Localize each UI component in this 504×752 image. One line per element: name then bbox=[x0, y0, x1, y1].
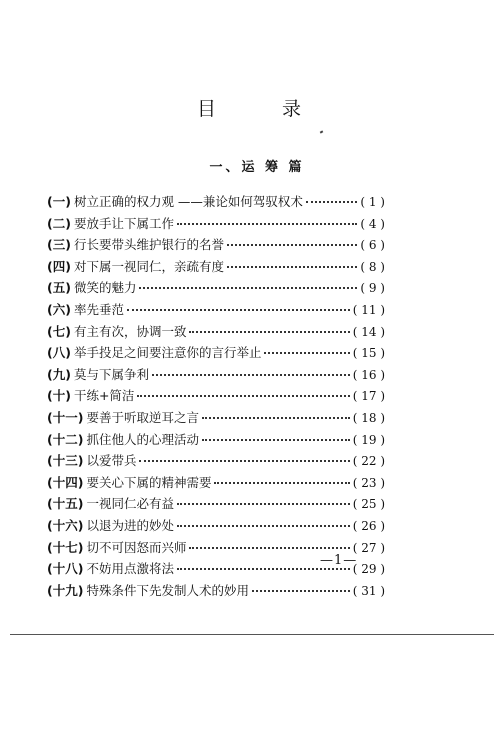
toc-entry-number: (九) bbox=[47, 366, 71, 382]
toc-entry-number: (七) bbox=[47, 323, 71, 339]
toc-dot-leader bbox=[306, 200, 357, 203]
toc-dot-leader bbox=[252, 589, 350, 592]
toc-entry-title: 莫与下属争利 bbox=[73, 366, 149, 382]
toc-entry-number: (十一) bbox=[47, 409, 84, 425]
toc-entry-page: ( 23 ) bbox=[352, 475, 385, 490]
toc-entry-page: ( 26 ) bbox=[352, 518, 385, 533]
toc-entry bbox=[47, 234, 385, 256]
toc-entry-page: ( 17 ) bbox=[352, 389, 385, 404]
section-heading: 一、运 筹 篇 bbox=[209, 160, 305, 175]
toc-entry-page: ( 27 ) bbox=[352, 540, 385, 555]
toc-dot-leader bbox=[177, 524, 350, 527]
toc-dot-leader bbox=[189, 330, 349, 333]
toc-entry-number: (四) bbox=[47, 258, 71, 274]
toc-entry bbox=[47, 429, 385, 451]
toc-entry-title: 有主有次，协调一致 bbox=[73, 323, 187, 339]
toc-dot-leader bbox=[139, 286, 357, 289]
toc-entry-title: 以退为进的妙处 bbox=[86, 517, 174, 533]
toc-entry-page: ( 25 ) bbox=[352, 497, 385, 512]
toc-entry bbox=[47, 364, 385, 386]
toc-entry-title: 干练+简洁 bbox=[73, 388, 135, 404]
toc-entry-number: (十四) bbox=[47, 474, 84, 490]
toc-entry bbox=[47, 299, 385, 321]
toc-entry-page: ( 19 ) bbox=[352, 432, 385, 447]
toc-entry-page: ( 29 ) bbox=[352, 562, 385, 577]
toc-entry-page: ( 22 ) bbox=[352, 454, 385, 469]
toc-entry-number: (八) bbox=[47, 345, 71, 361]
table-of-contents bbox=[47, 191, 385, 601]
toc-entry-number: (十三) bbox=[47, 453, 84, 469]
toc-entry-title: 行长要带头维护银行的名誉 bbox=[73, 237, 224, 253]
toc-entry-title: 要放手让下属工作 bbox=[73, 215, 174, 231]
toc-entry-page: ( 4 ) bbox=[360, 216, 385, 231]
toc-entry-number: (十五) bbox=[47, 496, 84, 512]
toc-entry-number: (十七) bbox=[47, 539, 84, 555]
toc-entry-number: (十九) bbox=[47, 582, 84, 598]
toc-entry bbox=[47, 450, 385, 472]
toc-entry bbox=[47, 472, 385, 494]
toc-dot-leader bbox=[177, 222, 357, 225]
toc-entry-page: ( 11 ) bbox=[352, 302, 385, 317]
toc-entry-page: ( 8 ) bbox=[360, 259, 385, 274]
toc-dot-leader bbox=[189, 546, 349, 549]
toc-entry bbox=[47, 407, 385, 429]
toc-entry bbox=[47, 191, 385, 213]
toc-dot-leader bbox=[214, 481, 349, 484]
toc-entry-number: (二) bbox=[47, 215, 71, 231]
toc-dot-leader bbox=[127, 308, 350, 311]
toc-dot-leader bbox=[227, 243, 357, 246]
toc-dot-leader bbox=[202, 438, 350, 441]
toc-entry-page: ( 14 ) bbox=[352, 324, 385, 339]
toc-entry bbox=[47, 493, 385, 515]
toc-entry bbox=[47, 385, 385, 407]
toc-dot-leader bbox=[139, 459, 349, 462]
toc-dot-leader bbox=[137, 394, 349, 397]
page-number: —1— bbox=[320, 553, 358, 568]
page-title: 目 录 bbox=[196, 98, 332, 120]
toc-entry-title: 切不可因怒而兴师 bbox=[86, 539, 187, 555]
toc-entry bbox=[47, 342, 385, 364]
toc-entry-page: ( 1 ) bbox=[360, 195, 385, 209]
toc-entry-title: 以爱带兵 bbox=[86, 453, 137, 469]
toc-entry-page: ( 18 ) bbox=[352, 410, 385, 425]
toc-dot-leader bbox=[264, 351, 349, 354]
toc-entry bbox=[47, 515, 385, 537]
toc-entry-number: (十六) bbox=[47, 517, 84, 533]
toc-entry-title: 举手投足之间要注意你的言行举止 bbox=[73, 345, 262, 361]
toc-dot-leader bbox=[227, 265, 357, 268]
toc-entry-title: 微笑的魅力 bbox=[73, 280, 137, 296]
toc-entry-page: ( 9 ) bbox=[360, 281, 385, 296]
toc-entry bbox=[47, 321, 385, 343]
toc-dot-leader bbox=[202, 416, 350, 419]
toc-entry-number: (三) bbox=[47, 237, 71, 253]
toc-entry-title: 要善于听取逆耳之言 bbox=[86, 409, 199, 425]
toc-entry bbox=[47, 256, 385, 278]
toc-entry-title: 对下属一视同仁，亲疏有度 bbox=[73, 258, 224, 274]
toc-entry bbox=[47, 213, 385, 235]
toc-entry-number: (一) bbox=[47, 194, 71, 209]
toc-entry bbox=[47, 277, 385, 299]
bottom-rule-line bbox=[10, 634, 494, 635]
toc-dot-leader bbox=[177, 502, 350, 505]
toc-entry-number: (五) bbox=[47, 280, 71, 296]
toc-entry bbox=[47, 580, 385, 602]
toc-entry-title: 特殊条件下先发制人术的妙用 bbox=[86, 582, 249, 598]
toc-entry-page: ( 16 ) bbox=[352, 367, 385, 382]
toc-entry-title: 树立正确的权力观 ——兼论如何驾驭权术 bbox=[73, 194, 303, 209]
toc-entry-page: ( 6 ) bbox=[360, 238, 385, 253]
toc-dot-leader bbox=[152, 373, 350, 376]
toc-entry-number: (六) bbox=[47, 301, 71, 317]
toc-entry-title: 要关心下属的精神需要 bbox=[86, 474, 212, 490]
toc-entry-title: 一视同仁必有益 bbox=[86, 496, 174, 512]
toc-entry-page: ( 31 ) bbox=[352, 583, 385, 598]
toc-entry-title: 率先垂范 bbox=[73, 301, 124, 317]
toc-entry-number: (十) bbox=[47, 388, 71, 404]
toc-entry-title: 抓住他人的心理活动 bbox=[86, 431, 199, 447]
toc-entry-number: (十二) bbox=[47, 431, 84, 447]
toc-entry-title: 不妨用点激将法 bbox=[86, 561, 174, 577]
toc-entry-number: (十八) bbox=[47, 561, 84, 577]
scan-speck bbox=[320, 130, 324, 133]
toc-entry-page: ( 15 ) bbox=[352, 346, 385, 361]
